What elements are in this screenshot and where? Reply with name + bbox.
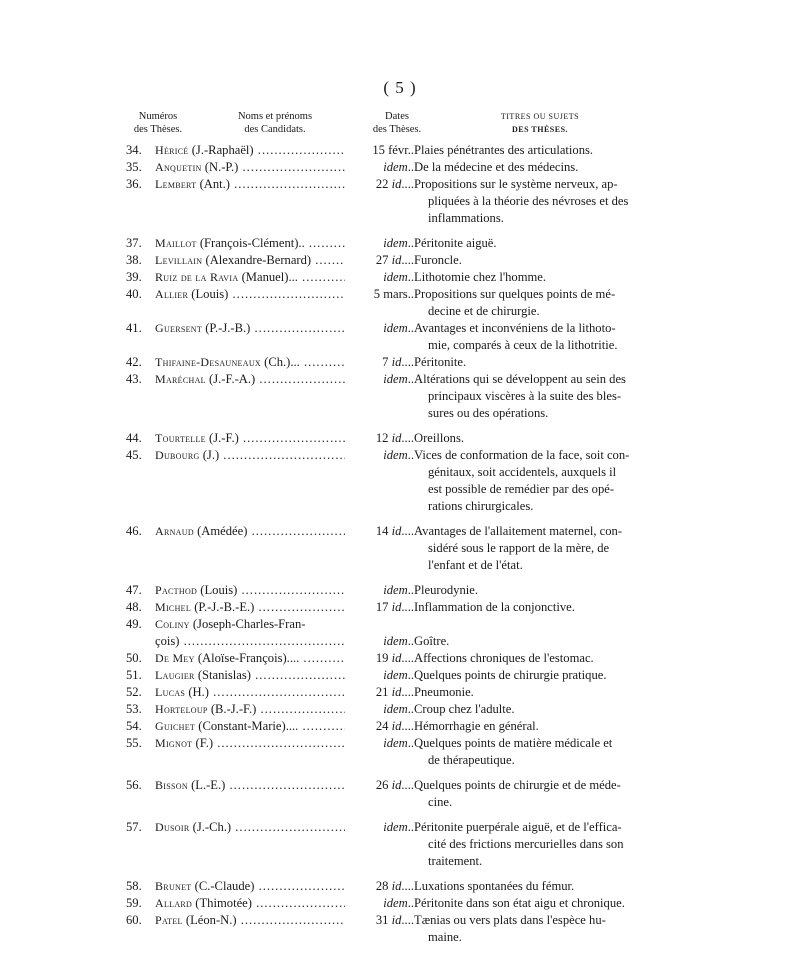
subject-line: rations chirurgicales. [428,499,534,513]
thesis-date: idem.. [383,820,414,834]
entry-number: 42. [126,355,142,369]
candidate-given-names: (Alexandre-Bernard) ..... [206,253,345,267]
subject-line: mie, comparés à ceux de la lithotritie. [428,338,618,352]
subject-line: Quelques points de matière médicale et [414,736,613,750]
subject-line: Quelques points de chirurgie et de méde- [414,778,621,792]
candidate-surname: Thifaine-Desauneaux [155,355,261,369]
subject-line: Pneumonie. [414,685,474,699]
candidate-name [155,684,345,701]
subject-line: est possible de remédier par des opé- [428,482,615,496]
candidate-surname: Ruiz de la Ravia [155,270,239,284]
thesis-date: 12 id.... [375,431,414,445]
candidate-name [155,718,345,735]
header-number-line1: Numéros [138,111,178,122]
entry-number: 40. [126,287,142,301]
candidate-given-names: (C.-Claude) ..... [195,879,345,893]
candidate-surname: Maillot [155,236,197,250]
thesis-entry [0,912,800,946]
candidate-surname: Pacthod [155,583,198,597]
entry-number: 45. [126,448,142,462]
thesis-date: 28 id.... [375,879,414,893]
thesis-subject [414,650,676,667]
thesis-entry [0,735,800,769]
candidate-name [155,371,345,388]
candidate-name [155,252,345,269]
subject-line: Avantages de l'allaitement maternel, con- [414,524,622,538]
thesis-subject [414,523,676,574]
thesis-subject [414,667,676,684]
subject-line: pliquées à la théorie des névroses et des [428,194,629,208]
candidate-name [155,430,345,447]
subject-line: maine. [428,930,462,944]
thesis-subject [414,235,676,252]
candidate-given-names: (Ch.)... ..... [264,355,345,369]
candidate-surname: Mignot [155,736,193,750]
thesis-entry [0,354,800,371]
candidate-surname: Maréchal [155,372,206,386]
candidate-name [155,286,345,303]
subject-line: de thérapeutique. [428,753,515,767]
thesis-date: idem.. [383,160,414,174]
thesis-date: 26 id.... [375,778,414,792]
candidate-name [155,912,345,929]
candidate-name [155,354,345,371]
thesis-subject [414,354,676,371]
thesis-subject [414,320,676,354]
candidate-name [155,523,345,540]
thesis-entry [0,269,800,286]
thesis-subject [414,616,676,650]
subject-line: cité des frictions mercurielles dans son [428,837,624,851]
subject-line: Avantages et inconvéniens de la lithoto- [414,321,616,335]
subject-line: Altérations qui se développent au sein des [414,372,626,386]
thesis-entry [0,235,800,252]
subject-line: Croup chez l'adulte. [414,702,515,716]
thesis-subject [414,371,676,422]
entry-number: 52. [126,685,142,699]
candidate-surname: Guichet [155,719,196,733]
thesis-date: idem.. [383,583,414,597]
subject-line: inflammations. [428,211,504,225]
subject-line: traitement. [428,854,483,868]
entry-number: 56. [126,778,142,792]
candidate-surname: Laugier [155,668,195,682]
candidate-given-names: (François-Clément).. ..... [200,236,345,250]
thesis-subject [414,878,676,895]
thesis-date: 14 id.... [375,524,414,538]
thesis-subject [414,819,676,870]
header-names [220,110,330,136]
candidate-given-names: (H.) ..... [188,685,345,699]
subject-line: Hémorrhagie en général. [414,719,539,733]
candidate-name [155,235,345,252]
thesis-date: 27 id.... [375,253,414,267]
candidate-given-names: (Constant-Marie).... ..... [198,719,345,733]
entry-number: 44. [126,431,142,445]
subject-line: sures ou des opérations. [428,406,549,420]
candidate-surname: Patel [155,913,183,927]
header-dates [362,110,432,136]
subject-line: Propositions sur le système nerveux, ap- [414,177,618,191]
subject-line: Péritonite. [414,355,467,369]
candidate-surname: Anquetin [155,160,202,174]
subject-line: De la médecine et des médecins. [414,160,579,174]
entry-number: 51. [126,668,142,682]
candidate-name [155,176,345,193]
thesis-entry [0,159,800,176]
page-number: ( 5 ) [383,78,417,97]
subject-line: principaux viscères à la suite des bles- [428,389,622,403]
thesis-entry [0,320,800,354]
thesis-entry [0,878,800,895]
header-number-line2: des Thèses. [133,124,183,135]
candidate-surname: Lembert [155,177,197,191]
entry-number: 46. [126,524,142,538]
entry-number: 58. [126,879,142,893]
thesis-entry [0,777,800,811]
candidate-surname: Allard [155,896,193,910]
subject-line: Plaies pénétrantes des articulations. [414,143,594,157]
thesis-date: 19 id.... [375,651,414,665]
thesis-date: idem.. [383,448,414,462]
thesis-entry [0,252,800,269]
thesis-subject [414,718,676,735]
candidate-surname: De Mey [155,651,195,665]
header-names-line2: des Candidats. [244,124,306,135]
subject-line: l'enfant et de l'état. [428,558,523,572]
subject-line: Oreillons. [414,431,465,445]
candidate-given-names: (B.-J.-F.) ..... [211,702,345,716]
candidate-given-names: (Joseph-Charles-Fran- [192,617,306,631]
thesis-date: idem.. [383,736,414,750]
thesis-entry [0,650,800,667]
entry-number: 59. [126,896,142,910]
candidate-surname: Allier [155,287,189,301]
thesis-entry [0,819,800,870]
subject-line: Tænias ou vers plats dans l'espèce hu- [414,913,606,927]
candidate-name [155,320,345,337]
thesis-entry [0,684,800,701]
subject-line: Péritonite aiguë. [414,236,497,250]
thesis-entry [0,447,800,515]
candidate-given-names: (P.-J.-B.) ..... [205,321,345,335]
entry-number: 49. [126,617,142,631]
candidate-surname: Michel [155,600,192,614]
candidate-surname: Héricé [155,143,189,157]
candidate-given-names: (P.-J.-B.-E.) ..... [194,600,345,614]
entry-number: 47. [126,583,142,597]
thesis-date: idem.. [383,372,414,386]
subject-line: Propositions sur quelques points de mé- [414,287,616,301]
candidate-name [155,895,345,912]
candidate-name [155,819,345,836]
thesis-entry [0,718,800,735]
subject-line: Affections chroniques de l'estomac. [414,651,594,665]
thesis-entry [0,667,800,684]
subject-line: cine. [428,795,453,809]
subject-line: Péritonite dans son état aigu et chronique. [414,896,625,910]
candidate-given-names: (Aloïse-François).... ..... [198,651,345,665]
entry-number: 39. [126,270,142,284]
thesis-date: 31 id.... [375,913,414,927]
thesis-subject [414,159,676,176]
entry-number: 57. [126,820,142,834]
thesis-entry [0,176,800,227]
candidate-given-names: (Amédée) ..... [197,524,345,538]
header-subjects-line2: DES THÈSES. [511,125,569,134]
thesis-entry [0,616,800,650]
candidate-given-names: (J.-Ch.) ..... [193,820,345,834]
subject-line: Lithotomie chez l'homme. [414,270,547,284]
candidate-given-names: (J.-F.-A.) ..... [209,372,345,386]
candidate-given-names: (Louis) ..... [191,287,345,301]
thesis-entry [0,701,800,718]
thesis-subject [414,912,676,946]
thesis-entry [0,142,800,159]
candidate-name [155,667,345,684]
candidate-surname: Levillain [155,253,203,267]
candidate-surname: Horteloup [155,702,208,716]
thesis-date: 17 id.... [375,600,414,614]
candidate-given-names: (N.-P.) ..... [205,160,345,174]
thesis-date: 7 id.... [382,355,414,369]
thesis-subject [414,895,676,912]
thesis-subject [414,684,676,701]
thesis-subject [414,599,676,616]
thesis-subject [414,430,676,447]
header-number [118,110,198,136]
entry-number: 55. [126,736,142,750]
thesis-date: idem.. [383,896,414,910]
candidate-given-names: (Léon-N.) ..... [186,913,345,927]
thesis-subject [414,142,676,159]
entry-number: 34. [126,143,142,157]
thesis-entry [0,599,800,616]
subject-line: Vices de conformation de la face, soit con- [414,448,630,462]
header-subjects [480,110,600,136]
entry-number: 43. [126,372,142,386]
candidate-name [155,159,345,176]
thesis-subject [414,252,676,269]
subject-line: Pleurodynie. [414,583,479,597]
thesis-entry [0,371,800,422]
header-dates-line2: des Thèses. [372,124,422,135]
thesis-date: idem.. [383,634,414,648]
candidate-name [155,777,345,794]
entry-number: 38. [126,253,142,267]
candidate-given-names: (J.) ..... [203,448,345,462]
thesis-subject [414,701,676,718]
candidate-name [155,582,345,599]
subject-line: Furoncle. [414,253,462,267]
entry-number: 54. [126,719,142,733]
candidate-name [155,701,345,718]
thesis-entry [0,286,800,320]
thesis-subject [414,447,676,515]
header-dates-line1: Dates [385,111,409,122]
candidate-surname: Arnaud [155,524,194,538]
thesis-date: idem.. [383,702,414,716]
thesis-subject [414,269,676,286]
thesis-date: 5 mars.. [373,287,414,301]
candidate-surname: Coliny [155,617,190,631]
candidate-name [155,735,345,752]
subject-line: génitaux, soit accidentels, auxquels il [428,465,617,479]
candidate-name [155,269,345,286]
thesis-date: 22 id.... [375,177,414,191]
candidate-surname: Guersent [155,321,203,335]
candidate-name [155,142,345,159]
thesis-date: 24 id.... [375,719,414,733]
thesis-entry [0,895,800,912]
candidate-surname: Dusoir [155,820,190,834]
thesis-date: 15 févr.. [372,143,414,157]
thesis-subject [414,286,676,320]
header-subjects-line1: TITRES OU SUJETS [500,112,580,121]
thesis-date: idem.. [383,270,414,284]
candidate-given-names: (F.) ..... [196,736,345,750]
entry-number: 36. [126,177,142,191]
thesis-entry [0,430,800,447]
candidate-name [155,447,345,464]
thesis-date: idem.. [383,236,414,250]
header-names-line1: Noms et prénoms [237,111,313,122]
entry-number: 60. [126,913,142,927]
candidate-surname: Dubourg [155,448,200,462]
candidate-name [155,878,345,895]
entry-number: 37. [126,236,142,250]
candidate-surname: Tourtelle [155,431,206,445]
thesis-subject [414,735,676,769]
thesis-subject [414,176,676,227]
candidate-name [155,599,345,616]
thesis-subject [414,582,676,599]
thesis-entry [0,523,800,574]
subject-line: decine et de chirurgie. [428,304,540,318]
entry-number: 35. [126,160,142,174]
thesis-list [0,142,800,946]
subject-line: Goître. [414,634,450,648]
subject-line: sidéré sous le rapport de la mère, de [428,541,610,555]
entry-number: 48. [126,600,142,614]
candidate-given-names: (J.-Raphaël) ..... [192,143,345,157]
candidate-surname: Lucas [155,685,186,699]
candidate-given-names: (Stanislas) ..... [198,668,345,682]
thesis-date: idem.. [383,668,414,682]
candidate-given-names-cont: çois) ..... [155,633,345,650]
candidate-surname: Brunet [155,879,192,893]
candidate-surname: Bisson [155,778,188,792]
thesis-subject [414,777,676,811]
column-headers [0,110,800,140]
candidate-name [155,650,345,667]
entry-number: 50. [126,651,142,665]
candidate-given-names: (Manuel)... ..... [242,270,345,284]
thesis-date: 21 id.... [375,685,414,699]
subject-line: Inflammation de la conjonctive. [414,600,575,614]
candidate-given-names: (J.-F.) ..... [209,431,345,445]
subject-line: Quelques points de chirurgie pratique. [414,668,607,682]
thesis-entry [0,582,800,599]
candidate-given-names: (Ant.) ..... [200,177,345,191]
thesis-date: idem.. [383,321,414,335]
candidate-name [155,616,345,633]
candidate-given-names: (Thimotée) ..... [195,896,345,910]
subject-line: Péritonite puerpérale aiguë, et de l'effica- [414,820,622,834]
candidate-given-names: (Louis) ..... [200,583,345,597]
candidate-given-names: (L.-E.) ..... [191,778,345,792]
entry-number: 41. [126,321,142,335]
entry-number: 53. [126,702,142,716]
subject-line: Luxations spontanées du fémur. [414,879,575,893]
